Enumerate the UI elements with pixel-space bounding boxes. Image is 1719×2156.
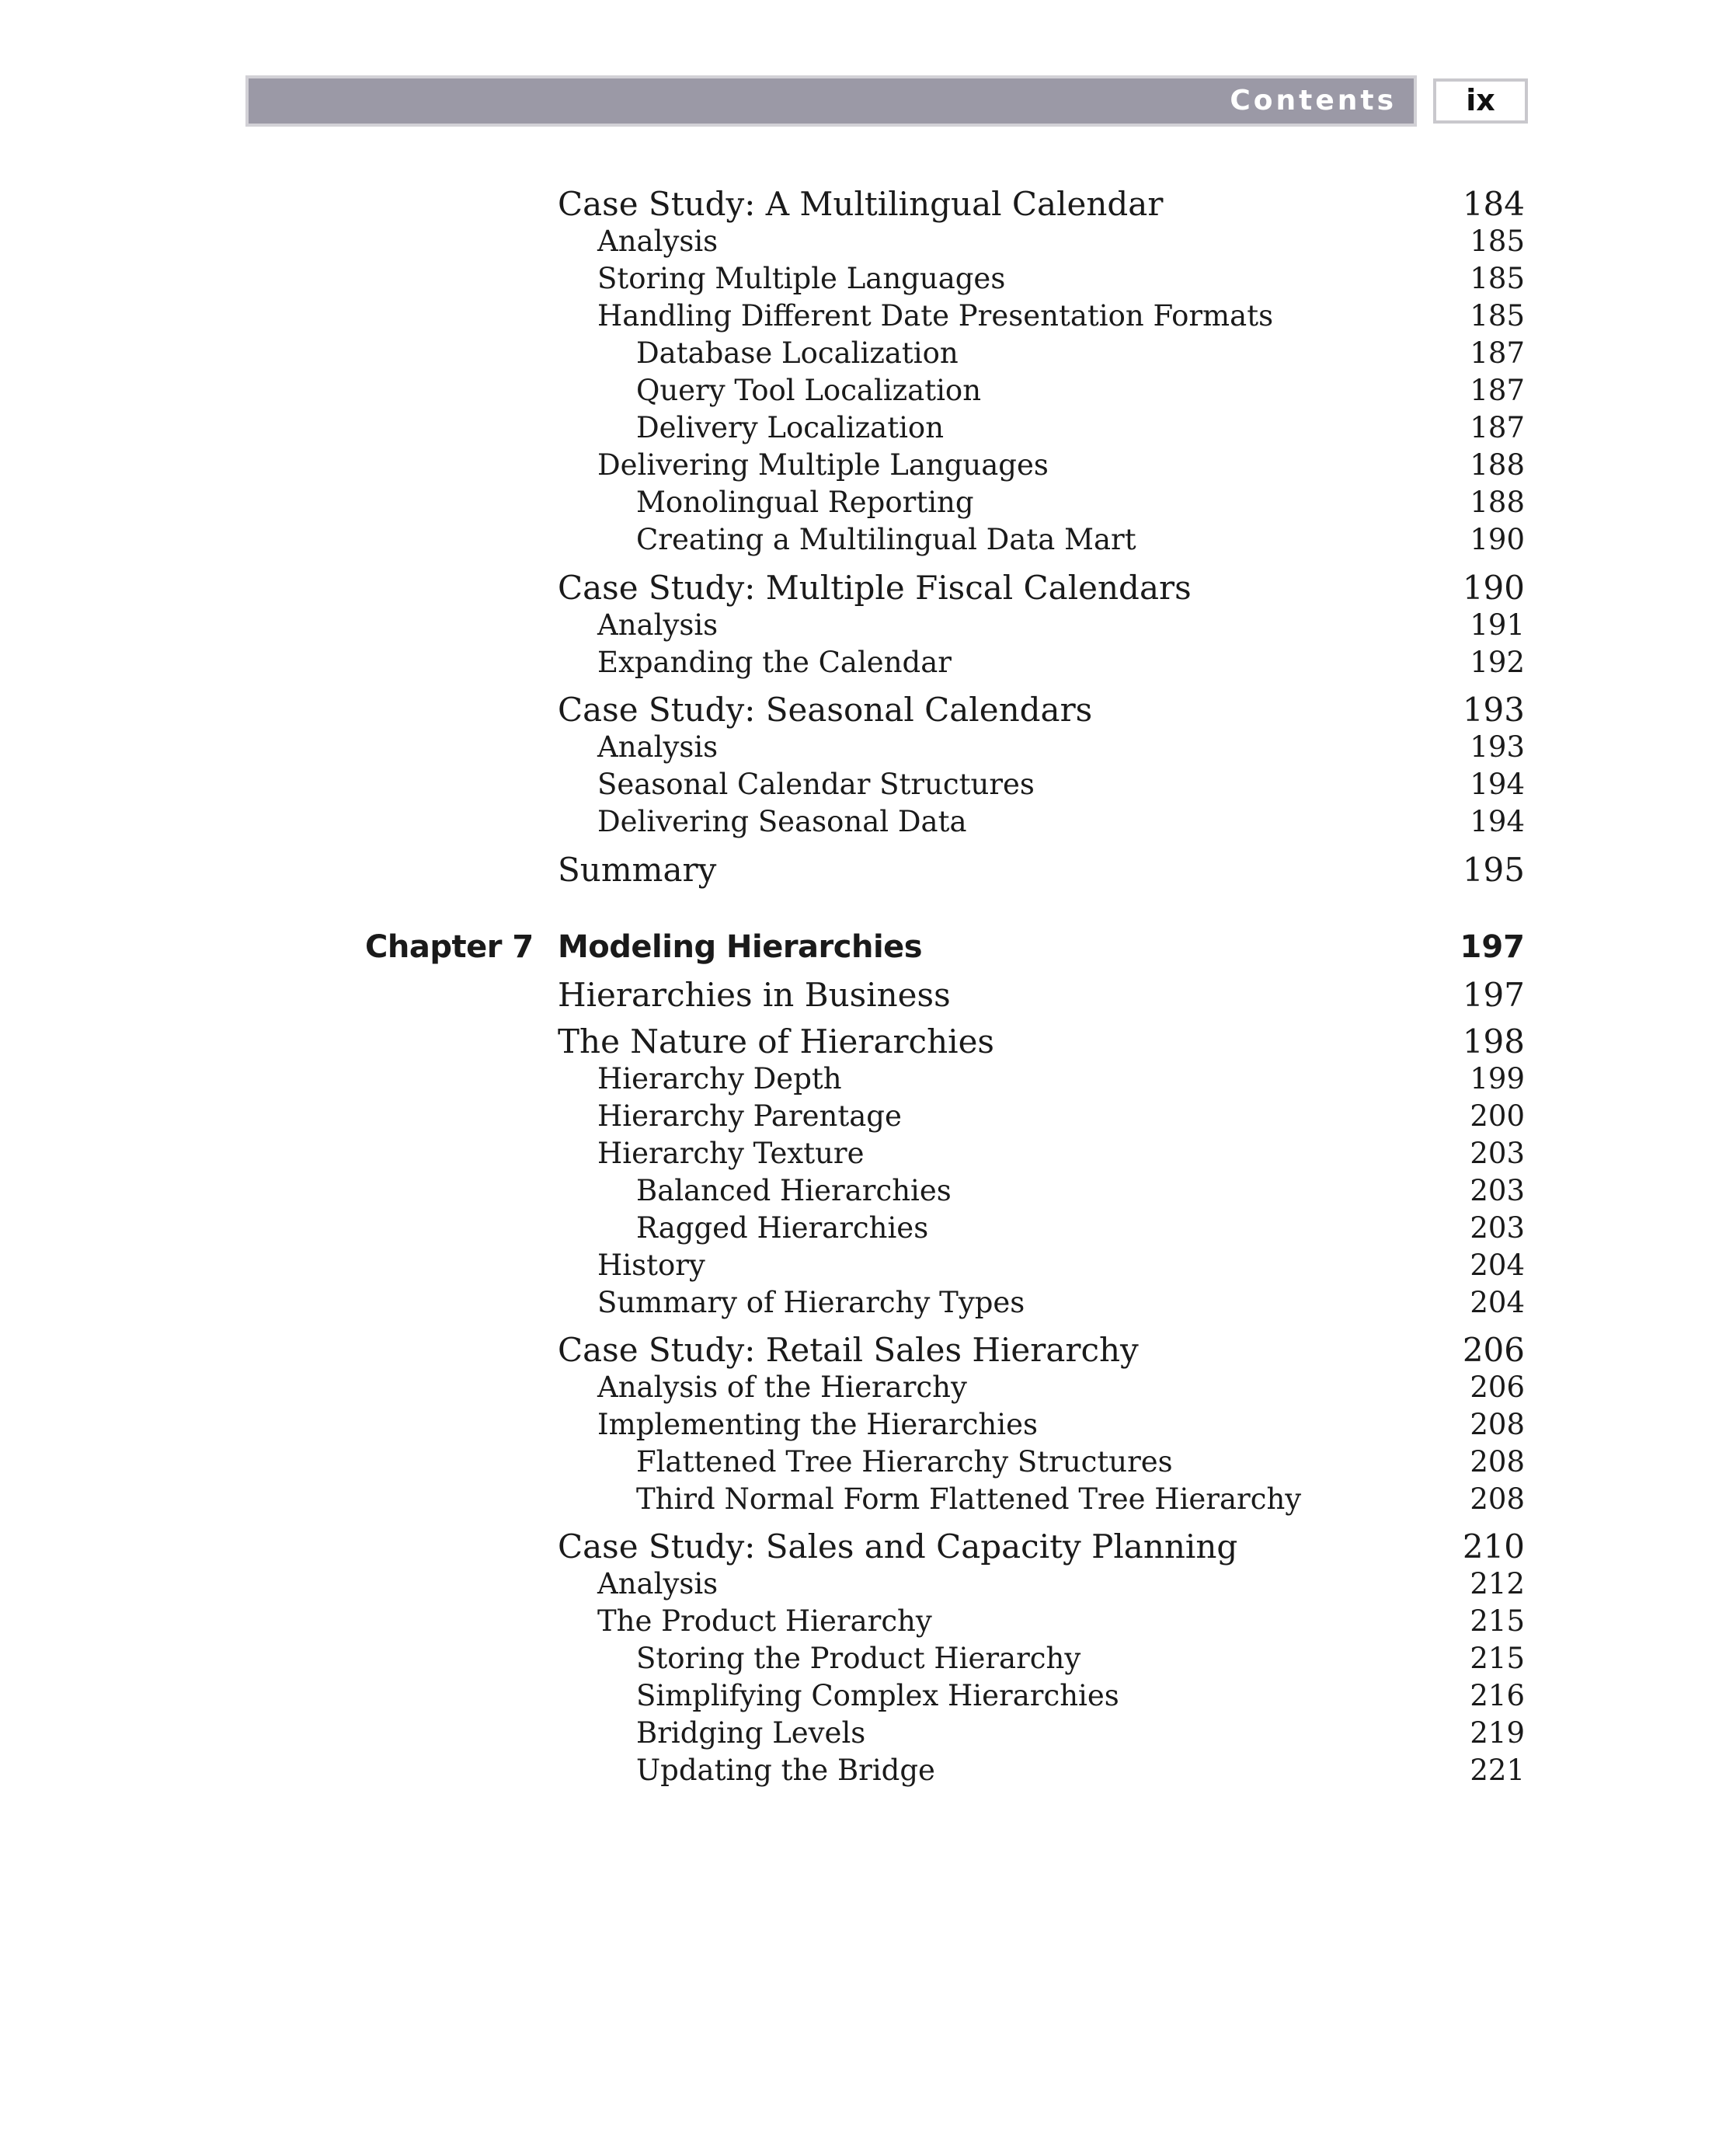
toc-entry-title: Bridging Levels [636, 1716, 866, 1750]
toc-entry-title: Query Tool Localization [636, 374, 982, 407]
chapter-label: Chapter 7 [365, 929, 534, 965]
toc-entry-title: Analysis [597, 1567, 719, 1600]
toc-entry-page-number: 187 [1470, 374, 1525, 407]
toc-entry-title: Monolingual Reporting [636, 486, 974, 519]
toc-entry-title: Storing Multiple Languages [597, 262, 1006, 295]
toc-entry-title: Case Study: A Multilingual Calendar [558, 185, 1164, 223]
toc-entry-page-number: 185 [1470, 225, 1525, 258]
toc-entry-title: Creating a Multilingual Data Mart [636, 523, 1136, 556]
toc-entry-page-number: 185 [1470, 262, 1525, 295]
toc-entry-title: Third Normal Form Flattened Tree Hierarchy [636, 1482, 1302, 1516]
toc-entry-page-number: 190 [1470, 523, 1525, 556]
toc-entry-title: Delivery Localization [636, 411, 945, 444]
toc-entry-title: Case Study: Seasonal Calendars [558, 691, 1093, 729]
toc-entry-title: Case Study: Multiple Fiscal Calendars [558, 569, 1192, 607]
running-header-bar [249, 78, 1414, 124]
toc-entry-page-number: 188 [1470, 448, 1525, 482]
toc-entry-title: Hierarchies in Business [558, 976, 951, 1014]
toc-entry-page-number: 194 [1470, 768, 1525, 801]
toc-entry-page-number: 219 [1470, 1716, 1525, 1750]
toc-entry-title: Implementing the Hierarchies [597, 1408, 1038, 1441]
toc-entry-title: Summary [558, 851, 717, 889]
toc-entry-title: Delivering Seasonal Data [597, 805, 967, 838]
toc-entry-page-number: 206 [1470, 1371, 1525, 1404]
toc-entry-title: Seasonal Calendar Structures [597, 768, 1035, 801]
toc-entry-page-number: 212 [1470, 1567, 1525, 1600]
toc-entry-title: Storing the Product Hierarchy [636, 1642, 1081, 1675]
toc-entry-title: The Nature of Hierarchies [558, 1022, 994, 1061]
toc-entry-page-number: 221 [1470, 1754, 1525, 1787]
toc-entry-title: The Product Hierarchy [597, 1604, 932, 1638]
toc-entry-page-number: 193 [1470, 730, 1525, 764]
toc-entry-page-number: 203 [1470, 1174, 1525, 1207]
toc-entry-title: History [597, 1249, 705, 1282]
toc-entry-title: Analysis [597, 608, 719, 642]
toc-entry-page-number: 197 [1460, 929, 1525, 965]
toc-entry-title: Analysis [597, 730, 719, 764]
toc-entry-title: Analysis [597, 225, 719, 258]
toc-entry-page-number: 208 [1470, 1482, 1525, 1516]
toc-entry-page-number: 216 [1470, 1679, 1525, 1712]
toc-entry-title: Updating the Bridge [636, 1754, 935, 1787]
toc-entry-page-number: 204 [1470, 1249, 1525, 1282]
toc-entry-page-number: 215 [1470, 1604, 1525, 1638]
toc-entry-page-number: 194 [1470, 805, 1525, 838]
toc-entry-title: Ragged Hierarchies [636, 1211, 929, 1245]
toc-entry-page-number: 215 [1470, 1642, 1525, 1675]
toc-entry-page-number: 193 [1462, 691, 1525, 729]
toc-entry-title: Summary of Hierarchy Types [597, 1286, 1025, 1319]
toc-entry-title: Flattened Tree Hierarchy Structures [636, 1445, 1173, 1479]
toc-entry-page-number: 185 [1470, 299, 1525, 333]
toc-entry-page-number: 204 [1470, 1286, 1525, 1319]
toc-entry-page-number: 203 [1470, 1137, 1525, 1170]
toc-entry-title: Modeling Hierarchies [558, 929, 923, 965]
toc-entry-title: Expanding the Calendar [597, 646, 952, 679]
toc-entry-page-number: 200 [1470, 1099, 1525, 1133]
toc-entry-title: Handling Different Date Presentation Formats [597, 299, 1274, 333]
running-header-title: Contents [1230, 85, 1397, 117]
toc-entry-page-number: 208 [1470, 1408, 1525, 1441]
toc-entry-title: Analysis of the Hierarchy [597, 1371, 967, 1404]
toc-entry-title: Case Study: Sales and Capacity Planning [558, 1527, 1238, 1566]
toc-entry-title: Database Localization [636, 336, 959, 370]
toc-entry-page-number: 184 [1462, 185, 1525, 223]
toc-entry-title: Simplifying Complex Hierarchies [636, 1679, 1119, 1712]
page-number-box: ix [1433, 78, 1528, 124]
toc-entry-page-number: 198 [1462, 1022, 1525, 1061]
toc-entry-page-number: 206 [1462, 1331, 1525, 1369]
toc-entry-page-number: 208 [1470, 1445, 1525, 1479]
toc-entry-page-number: 197 [1462, 976, 1525, 1014]
toc-entry-page-number: 203 [1470, 1211, 1525, 1245]
toc-entry-title: Balanced Hierarchies [636, 1174, 952, 1207]
toc-entry-page-number: 190 [1462, 569, 1525, 607]
toc-entry-title: Delivering Multiple Languages [597, 448, 1049, 482]
toc-entry-page-number: 187 [1470, 411, 1525, 444]
toc-entry-title: Case Study: Retail Sales Hierarchy [558, 1331, 1139, 1369]
toc-entry-title: Hierarchy Texture [597, 1137, 865, 1170]
toc-entry-page-number: 192 [1470, 646, 1525, 679]
toc-entry-title: Hierarchy Parentage [597, 1099, 902, 1133]
toc-entry-page-number: 188 [1470, 486, 1525, 519]
toc-entry-page-number: 191 [1470, 608, 1525, 642]
toc-entry-page-number: 187 [1470, 336, 1525, 370]
toc-entry-page-number: 199 [1470, 1062, 1525, 1095]
toc-entry-title: Hierarchy Depth [597, 1062, 842, 1095]
toc-entry-page-number: 195 [1462, 851, 1525, 889]
toc-entry-page-number: 210 [1462, 1527, 1525, 1566]
